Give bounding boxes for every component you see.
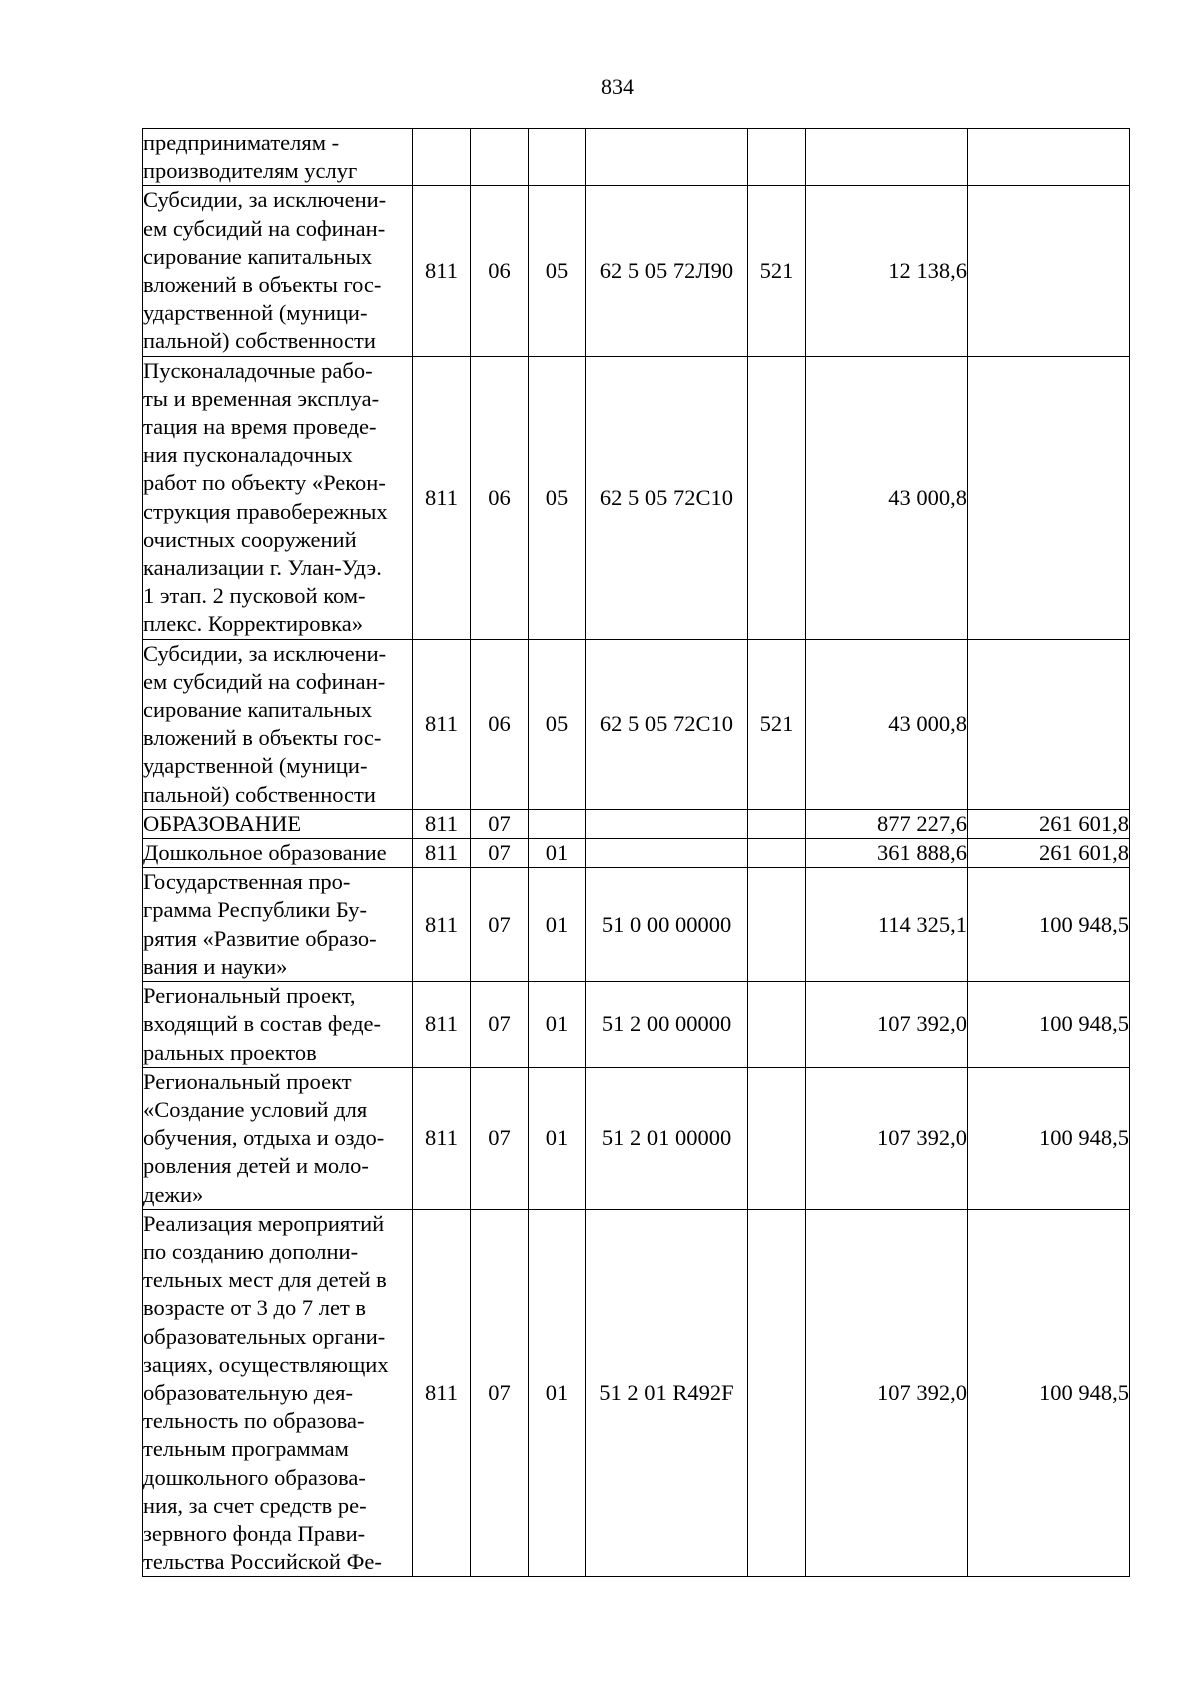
item-name-line: ты и временная эксплуа- xyxy=(143,385,380,411)
item-name-line: тельность по образова- xyxy=(143,1408,365,1434)
target-article-cell: 62 5 05 72Л90 xyxy=(586,186,748,356)
item-name-line: очистных сооружений xyxy=(143,526,357,552)
item-name-line: тация на время проведе- xyxy=(143,414,377,440)
amount-total-cell: 877 227,6 xyxy=(806,809,968,838)
item-name-cell xyxy=(143,129,413,186)
subsection-code-cell: 01 xyxy=(529,839,586,868)
admin-code-cell: 811 xyxy=(413,639,471,809)
section-code-cell: 07 xyxy=(471,868,529,982)
amount-total-cell: 107 392,0 xyxy=(806,1067,968,1209)
expense-type-cell xyxy=(748,982,806,1068)
expense-type-cell: 521 xyxy=(748,186,806,356)
item-name-line: дежи» xyxy=(143,1181,204,1207)
item-name-line: ОБРАЗОВАНИЕ xyxy=(143,810,302,836)
item-name-line: дошкольного образова- xyxy=(143,1464,366,1490)
item-name-cell xyxy=(143,868,413,982)
target-article-cell xyxy=(586,839,748,868)
subsection-code-cell: 05 xyxy=(529,186,586,356)
subsection-code-cell: 01 xyxy=(529,982,586,1068)
section-code-cell: 07 xyxy=(471,1067,529,1209)
expense-type-cell xyxy=(748,809,806,838)
subsection-code-cell: 01 xyxy=(529,1067,586,1209)
section-code-cell: 06 xyxy=(471,186,529,356)
admin-code-cell: 811 xyxy=(413,982,471,1068)
amount-federal-cell: 100 948,5 xyxy=(968,1209,1130,1577)
admin-code-cell: 811 xyxy=(413,809,471,838)
item-name-cell xyxy=(143,982,413,1068)
section-code-cell: 07 xyxy=(471,1209,529,1577)
amount-federal-cell xyxy=(968,356,1130,639)
item-name-line: возрасте от 3 до 7 лет в xyxy=(143,1295,367,1321)
target-article-cell xyxy=(586,129,748,186)
admin-code-cell: 811 xyxy=(413,839,471,868)
subsection-code-cell: 01 xyxy=(529,868,586,982)
target-article-cell: 62 5 05 72С10 xyxy=(586,639,748,809)
target-article-cell: 51 2 01 R492F xyxy=(586,1209,748,1577)
item-name-line: ровления детей и моло- xyxy=(143,1153,369,1179)
item-name-line: рятия «Развитие образо- xyxy=(143,925,377,951)
expense-type-cell xyxy=(748,356,806,639)
item-name-cell xyxy=(143,639,413,809)
amount-total-cell: 107 392,0 xyxy=(806,982,968,1068)
section-code-cell: 06 xyxy=(471,356,529,639)
amount-federal-cell xyxy=(968,186,1130,356)
table-row xyxy=(143,1067,1130,1209)
item-name-line: сирование капитальных xyxy=(143,697,373,723)
expense-type-cell xyxy=(748,839,806,868)
admin-code-cell: 811 xyxy=(413,186,471,356)
item-name-cell xyxy=(143,186,413,356)
amount-federal-cell xyxy=(968,639,1130,809)
item-name-line: ударственной (муници- xyxy=(143,300,368,326)
item-name-line: Субсидии, за исключени- xyxy=(143,640,387,666)
amount-federal-cell: 100 948,5 xyxy=(968,982,1130,1068)
table-row xyxy=(143,809,1130,838)
admin-code-cell xyxy=(413,129,471,186)
table-row xyxy=(143,186,1130,356)
subsection-code-cell xyxy=(529,129,586,186)
subsection-code-cell: 01 xyxy=(529,1209,586,1577)
table-row xyxy=(143,1209,1130,1577)
item-name-line: плекс. Корректировка» xyxy=(143,611,363,637)
item-name-cell xyxy=(143,1209,413,1577)
item-name-line: грамма Республики Бу- xyxy=(143,897,368,923)
item-name-cell xyxy=(143,1067,413,1209)
item-name-line: образовательную дея- xyxy=(143,1379,353,1405)
item-name-line: производителям услуг xyxy=(143,158,358,184)
section-code-cell xyxy=(471,129,529,186)
section-code-cell: 07 xyxy=(471,809,529,838)
amount-federal-cell: 100 948,5 xyxy=(968,1067,1130,1209)
subsection-code-cell xyxy=(529,809,586,838)
item-name-line: канализации г. Улан-Удэ. xyxy=(143,555,382,581)
item-name-line: обучения, отдыха и оздо- xyxy=(143,1125,385,1151)
table-row xyxy=(143,982,1130,1068)
expense-type-cell xyxy=(748,129,806,186)
page-number: 834 xyxy=(601,74,634,99)
budget-table xyxy=(142,128,1130,1577)
item-name-line: по созданию дополни- xyxy=(143,1238,359,1264)
amount-total-cell: 361 888,6 xyxy=(806,839,968,868)
target-article-cell: 51 2 00 00000 xyxy=(586,982,748,1068)
item-name-line: зервного фонда Прави- xyxy=(143,1520,366,1546)
amount-federal-cell: 261 601,8 xyxy=(968,839,1130,868)
target-article-cell: 51 0 00 00000 xyxy=(586,868,748,982)
item-name-line: тельства Российской Фе- xyxy=(143,1549,382,1575)
subsection-code-cell: 05 xyxy=(529,639,586,809)
amount-total-cell: 107 392,0 xyxy=(806,1209,968,1577)
item-name-line: Дошкольное образование xyxy=(143,840,387,866)
table-row xyxy=(143,839,1130,868)
expense-type-cell xyxy=(748,868,806,982)
item-name-cell xyxy=(143,839,413,868)
section-code-cell: 06 xyxy=(471,639,529,809)
item-name-line: вложений в объекты гос- xyxy=(143,272,382,298)
item-name-line: пальной) собственности xyxy=(143,781,376,807)
item-name-line: Пусконаладочные рабо- xyxy=(143,357,373,383)
amount-total-cell: 114 325,1 xyxy=(806,868,968,982)
item-name-line: пальной) собственности xyxy=(143,328,376,354)
table-row xyxy=(143,129,1130,186)
target-article-cell: 51 2 01 00000 xyxy=(586,1067,748,1209)
item-name-line: ем субсидий на софинан- xyxy=(143,668,386,694)
item-name-line: тельных мест для детей в xyxy=(143,1267,387,1293)
item-name-line: зациях, осуществляющих xyxy=(143,1351,389,1377)
item-name-line: сирование капитальных xyxy=(143,243,373,269)
expense-type-cell: 521 xyxy=(748,639,806,809)
expense-type-cell xyxy=(748,1209,806,1577)
item-name-line: «Создание условий для xyxy=(143,1096,368,1122)
item-name-line: работ по объекту «Рекон- xyxy=(143,470,386,496)
amount-total-cell: 43 000,8 xyxy=(806,639,968,809)
table-row xyxy=(143,639,1130,809)
item-name-line: ударственной (муници- xyxy=(143,753,368,779)
item-name-line: Государственная про- xyxy=(143,869,351,895)
target-article-cell xyxy=(586,809,748,838)
admin-code-cell: 811 xyxy=(413,868,471,982)
table-row xyxy=(143,868,1130,982)
admin-code-cell: 811 xyxy=(413,1209,471,1577)
item-name-line: предпринимателям - xyxy=(143,130,340,155)
item-name-cell xyxy=(143,809,413,838)
item-name-line: образовательных органи- xyxy=(143,1323,386,1349)
amount-total-cell xyxy=(806,129,968,186)
item-name-line: входящий в состав феде- xyxy=(143,1011,382,1037)
amount-total-cell: 12 138,6 xyxy=(806,186,968,356)
expense-type-cell xyxy=(748,1067,806,1209)
item-name-line: 1 этап. 2 пусковой ком- xyxy=(143,583,366,609)
table-row xyxy=(143,356,1130,639)
target-article-cell: 62 5 05 72С10 xyxy=(586,356,748,639)
subsection-code-cell: 05 xyxy=(529,356,586,639)
amount-federal-cell: 261 601,8 xyxy=(968,809,1130,838)
item-name-line: вания и науки» xyxy=(143,953,288,979)
amount-federal-cell: 100 948,5 xyxy=(968,868,1130,982)
item-name-line: ем субсидий на софинан- xyxy=(143,215,386,241)
item-name-line: Субсидии, за исключени- xyxy=(143,187,387,213)
amount-total-cell: 43 000,8 xyxy=(806,356,968,639)
item-name-line: ния, за счет средств ре- xyxy=(143,1492,367,1518)
item-name-cell xyxy=(143,356,413,639)
item-name-line: Региональный проект, xyxy=(143,983,356,1009)
item-name-line: тельным программам xyxy=(143,1436,349,1462)
item-name-line: ния пусконаладочных xyxy=(143,442,353,468)
admin-code-cell: 811 xyxy=(413,1067,471,1209)
item-name-line: струкция правобережных xyxy=(143,498,388,524)
item-name-line: вложений в объекты гос- xyxy=(143,725,382,751)
item-name-line: Реализация мероприятий xyxy=(143,1210,385,1236)
admin-code-cell: 811 xyxy=(413,356,471,639)
amount-federal-cell xyxy=(968,129,1130,186)
item-name-line: ральных проектов xyxy=(143,1039,317,1065)
item-name-line: Региональный проект xyxy=(143,1068,352,1094)
section-code-cell: 07 xyxy=(471,982,529,1068)
section-code-cell: 07 xyxy=(471,839,529,868)
